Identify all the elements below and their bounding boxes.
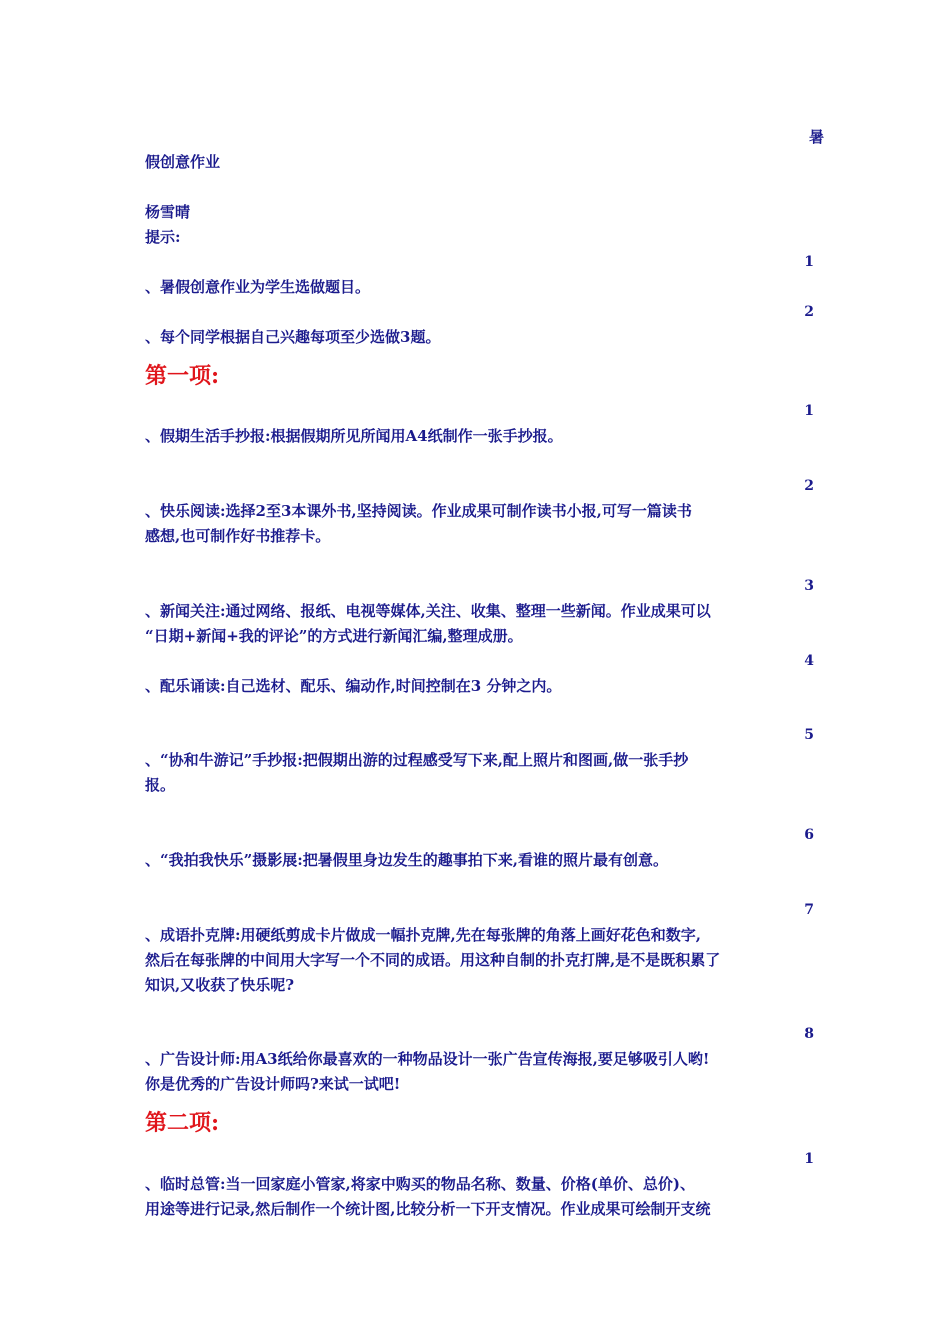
item-number: 1 xyxy=(804,403,814,419)
item-line: 、快乐阅读:选择2至3本课外书,坚持阅读。作业成果可制作读书小报,可写一篇读书 xyxy=(145,502,692,520)
item-line: 报。 xyxy=(145,776,176,794)
item-line: 、假期生活手抄报:根据假期所见所闻用A4纸制作一张手抄报。 xyxy=(145,427,563,445)
tips-label: 提示: xyxy=(145,228,181,246)
item-line: 用途等进行记录,然后制作一个统计图,比较分析一下开支情况。作业成果可绘制开支统 xyxy=(145,1200,711,1218)
item-number: 5 xyxy=(804,727,814,743)
tip-number-2: 2 xyxy=(804,304,814,320)
tip-text-2: 、每个同学根据自己兴趣每项至少选做3题。 xyxy=(145,328,441,346)
item-line: 然后在每张牌的中间用大字写一个不同的成语。用这种自制的扑克打牌,是不是既积累了 xyxy=(145,951,721,969)
item-line: 感想,也可制作好书推荐卡。 xyxy=(145,527,331,545)
item-number: 7 xyxy=(804,902,814,918)
item-number: 3 xyxy=(804,578,814,594)
title-part-1: 暑 xyxy=(808,128,824,146)
item-number: 1 xyxy=(804,1151,814,1167)
tip-number-1: 1 xyxy=(804,254,814,270)
item-line: 、配乐诵读:自己选材、配乐、编动作,时间控制在3 分钟之内。 xyxy=(145,677,562,695)
section-2-heading: 第二项: xyxy=(145,1110,220,1136)
item-number: 6 xyxy=(804,827,814,843)
item-line: 、临时总管:当一回家庭小管家,将家中购买的物品名称、数量、价格(单价、总价)、 xyxy=(145,1175,695,1193)
item-number: 8 xyxy=(804,1026,814,1042)
title-part-2: 假创意作业 xyxy=(145,153,221,171)
item-line: 、成语扑克牌:用硬纸剪成卡片做成一幅扑克牌,先在每张牌的角落上画好花色和数字, xyxy=(145,926,701,944)
item-line: 、新闻关注:通过网络、报纸、电视等媒体,关注、收集、整理一些新闻。作业成果可以 xyxy=(145,602,711,620)
item-line: 知识,又收获了快乐呢? xyxy=(145,976,295,994)
item-number: 2 xyxy=(804,478,814,494)
item-line: 你是优秀的广告设计师吗?来试一试吧! xyxy=(145,1075,401,1093)
item-line: 、“我拍我快乐”摄影展:把暑假里身边发生的趣事拍下来,看谁的照片最有创意。 xyxy=(145,851,669,869)
tip-text-1: 、暑假创意作业为学生选做题目。 xyxy=(145,278,371,296)
item-line: 、广告设计师:用A3纸给你最喜欢的一种物品设计一张广告宣传海报,要足够吸引人哟! xyxy=(145,1050,710,1068)
item-number: 4 xyxy=(804,653,814,669)
section-1-heading: 第一项: xyxy=(145,363,220,389)
author-name: 杨雪晴 xyxy=(145,203,191,221)
item-line: 、“协和牛游记”手抄报:把假期出游的过程感受写下来,配上照片和图画,做一张手抄 xyxy=(145,751,689,769)
item-line: “日期+新闻+我的评论”的方式进行新闻汇编,整理成册。 xyxy=(145,627,523,645)
